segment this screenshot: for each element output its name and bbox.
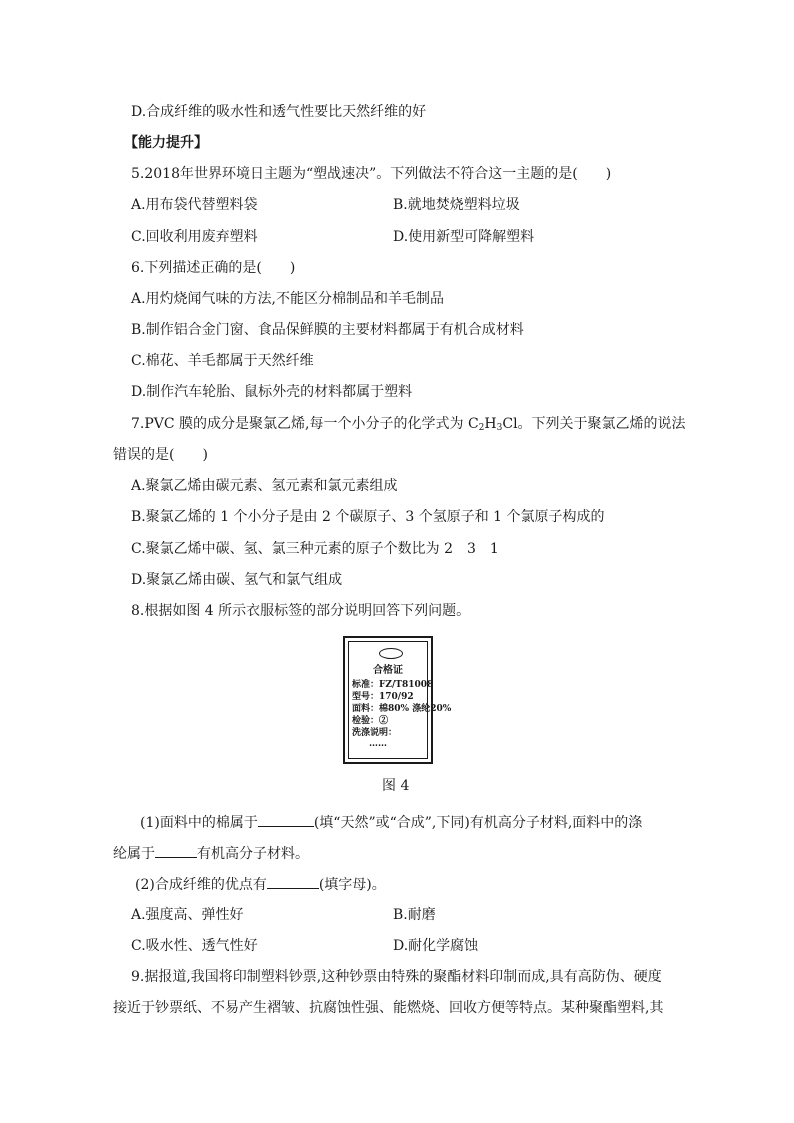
question-7-stem — [131, 414, 686, 438]
question-6-option-c: C.棉花、羊毛都属于天然纤维 — [131, 353, 314, 369]
question-5-option-a: A.用布袋代替塑料袋 — [131, 197, 258, 213]
q8-1-text-pre: (1)面料中的棉属于 — [140, 815, 258, 831]
label-standard: 标准：FZ/T81008 — [352, 680, 434, 690]
question-8-part-2 — [135, 874, 386, 895]
label-logo-ellipse — [379, 648, 403, 659]
label-washing: 洗涤说明： — [352, 728, 398, 738]
q8-2-text-post: (填字母)。 — [318, 877, 386, 893]
q7-sub-carbon: 2 — [478, 423, 485, 433]
question-5-option-b: B.就地焚烧塑料垃圾 — [393, 197, 520, 213]
question-7-option-c: C.聚氯乙烯中碳、氢、氯三种元素的原子个数比为 2 3 1 — [131, 541, 499, 557]
label-ellipsis: …… — [369, 739, 387, 749]
question-5-option-d: D.使用新型可降解塑料 — [393, 229, 535, 245]
q8-1-cont-post: 有机高分子材料。 — [197, 846, 309, 862]
question-7-option-d: D.聚氯乙烯由碳、氢气和氯气组成 — [131, 572, 343, 588]
q7-text-pre: 7.PVC 膜的成分是聚氯乙烯,每一个小分子的化学式为 C — [131, 416, 479, 432]
question-8-option-c: C.吸水性、透气性好 — [131, 938, 258, 954]
question-7-option-b: B.聚氯乙烯的 1 个小分子是由 2 个碳原子、3 个氢原子和 1 个氯原子构成的 — [131, 509, 605, 525]
question-7-option-a: A.聚氯乙烯由碳元素、氢元素和氯元素组成 — [131, 478, 398, 494]
q8-2-text-pre: (2)合成纤维的优点有 — [135, 877, 267, 893]
question-6-option-b: B.制作铝合金门窗、食品保鲜膜的主要材料都属于有机合成材料 — [131, 322, 524, 338]
label-model: 型号：170/92 — [352, 692, 414, 702]
q7-sub-hydrogen: 3 — [496, 423, 503, 433]
question-8-part-1 — [140, 812, 642, 833]
question-5-stem: 5.2018年世界环境日主题为“塑战速决”。下列做法不符合这一主题的是( ) — [131, 166, 612, 182]
q7-text-mid: H — [484, 416, 497, 432]
label-fabric: 面料：棉80% 涤纶20% — [352, 704, 452, 714]
figure-caption: 图 4 — [382, 778, 410, 794]
question-8-option-d: D.耐化学腐蚀 — [393, 938, 479, 954]
label-inspection: 检验：② — [352, 716, 389, 726]
q8-1-blank[interactable] — [258, 812, 314, 827]
question-8-option-b: B.耐磨 — [393, 907, 436, 923]
question-8-stem: 8.根据如图 4 所示衣服标签的部分说明回答下列问题。 — [131, 603, 471, 619]
section-heading: 【能力提升】 — [124, 135, 208, 151]
question-9-line-1: 9.据报道,我国将印制塑料钞票,这种钞票由特殊的聚酯材料印制而成,具有高防伪、硬度 — [131, 969, 662, 985]
question-7-stem-cont: 错误的是( ) — [113, 447, 208, 463]
question-8-option-a: A.强度高、弹性好 — [131, 907, 244, 923]
question-9-line-2: 接近于钞票纸、不易产生褶皱、抗腐蚀性强、能燃烧、回收方便等特点。某种聚酯塑料,其 — [113, 1000, 664, 1016]
question-6-option-a: A.用灼烧闻气味的方法,不能区分棉制品和羊毛制品 — [131, 291, 445, 307]
question-6-option-d: D.制作汽车轮胎、鼠标外壳的材料都属于塑料 — [131, 384, 413, 400]
q8-2-blank[interactable] — [267, 874, 319, 889]
label-title: 合格证 — [373, 665, 403, 676]
q8-1-cont-pre: 纶属于 — [113, 846, 155, 862]
q8-1-blank-2[interactable] — [155, 843, 197, 858]
label-inner-border — [348, 641, 452, 759]
q7-text-post: Cl。下列关于聚氯乙烯的说法 — [502, 416, 686, 432]
question-6-stem: 6.下列描述正确的是( ) — [131, 260, 296, 276]
question-5-option-c: C.回收利用废弃塑料 — [131, 229, 258, 245]
clothing-label-figure — [343, 636, 452, 764]
question-4-option-d: D.合成纤维的吸水性和透气性要比天然纤维的好 — [131, 104, 427, 120]
question-8-part-1-cont — [113, 843, 309, 864]
q8-1-text-mid: (填“天然”或“合成”,下同)有机高分子材料,面料中的涤 — [313, 815, 643, 831]
